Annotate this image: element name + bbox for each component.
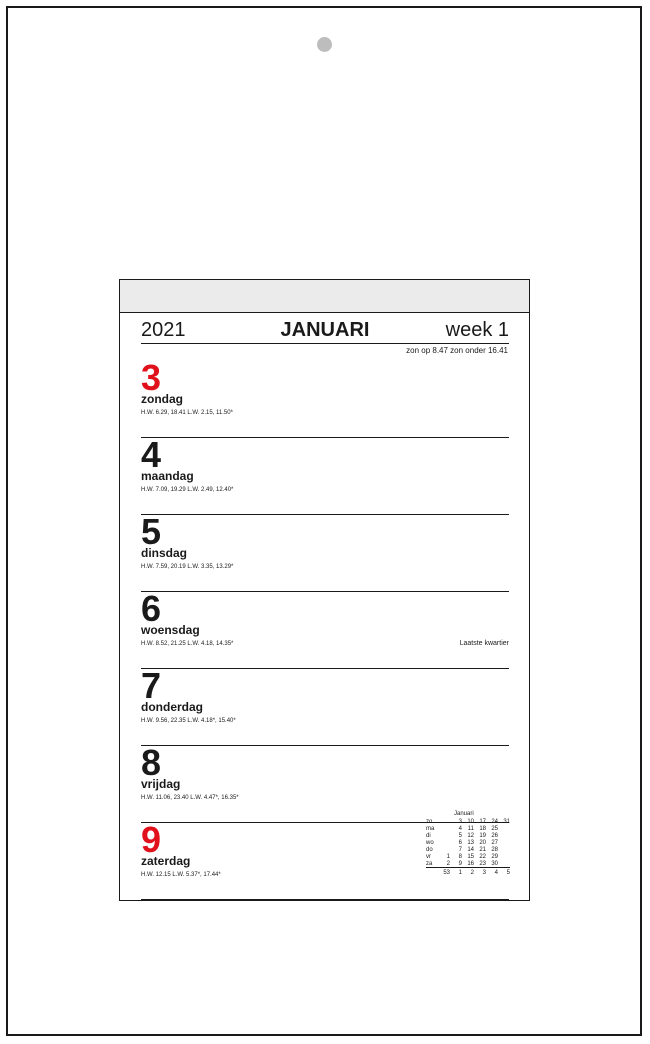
mini-calendar-date: 24 [491, 819, 498, 825]
tide-times: H.W. 11.06, 23.40 L.W. 4.47*, 16.35* [141, 795, 239, 801]
mini-calendar-date: 1 [446, 854, 450, 860]
week-number: 5 [506, 870, 510, 876]
calendar-header [141, 319, 509, 344]
mini-month-calendar [426, 810, 510, 880]
mini-calendar-date: 26 [491, 833, 498, 839]
mini-calendar-date: 2 [446, 861, 450, 867]
mini-calendar-date: 15 [467, 854, 474, 860]
moon-phase-note: Laatste kwartier [459, 640, 509, 647]
month-label: JANUARI [280, 319, 370, 341]
mini-calendar-date: 30 [491, 861, 498, 867]
week-number: 1 [458, 870, 462, 876]
weekday-label: wo [426, 840, 434, 846]
weekday-label: zo [426, 819, 433, 825]
day-name: zaterdag [141, 854, 191, 868]
tide-times: H.W. 8.52, 21.25 L.W. 4.18, 14.35* [141, 641, 234, 647]
week-number: 3 [482, 870, 486, 876]
mini-calendar-date: 7 [458, 847, 462, 853]
mini-calendar-date: 22 [479, 854, 486, 860]
mini-calendar-date: 14 [467, 847, 474, 853]
mini-calendar-date: 31 [503, 819, 510, 825]
day-number: 6 [141, 588, 162, 629]
mini-calendar-date: 17 [479, 819, 486, 825]
day-number: 7 [141, 665, 162, 706]
day-number: 4 [141, 434, 162, 475]
mini-calendar-title: Januari [454, 811, 474, 817]
tear-off-calendar-pad [119, 279, 530, 901]
day-name: vrijdag [141, 777, 181, 791]
week-numbers-row [426, 867, 510, 876]
mini-calendar-date: 9 [458, 861, 462, 867]
mini-calendar-date: 4 [458, 826, 462, 832]
day-name: maandag [141, 469, 194, 483]
binding-strip [120, 280, 529, 313]
mini-calendar-date: 6 [458, 840, 462, 846]
day-name: donderdag [141, 700, 203, 714]
mini-calendar-date: 16 [467, 861, 474, 867]
weekday-label: ma [426, 826, 435, 832]
mini-calendar-date: 18 [479, 826, 486, 832]
week-number: 2 [470, 870, 474, 876]
sun-times: zon op 8.47 zon onder 16.41 [406, 346, 508, 355]
week-label: week 1 [445, 319, 509, 341]
weekday-label: di [426, 833, 431, 839]
mini-calendar-date: 23 [479, 861, 486, 867]
mini-calendar-date: 5 [458, 833, 462, 839]
weekday-label: vr [426, 854, 431, 860]
day-name: dinsdag [141, 546, 188, 560]
day-number: 3 [141, 357, 162, 398]
day-row [141, 588, 509, 669]
mini-calendar-date: 3 [458, 819, 462, 825]
day-name: zondag [141, 392, 183, 406]
day-row [141, 511, 509, 592]
mini-calendar-date: 27 [491, 840, 498, 846]
mini-calendar-date: 28 [491, 847, 498, 853]
mini-calendar-date: 10 [467, 819, 474, 825]
day-number: 9 [141, 819, 162, 860]
mini-calendar-date: 25 [491, 826, 498, 832]
tide-times: H.W. 7.59, 20.19 L.W. 3.35, 13.29* [141, 564, 234, 570]
day-row [141, 434, 509, 515]
mini-calendar-date: 21 [479, 847, 486, 853]
day-number: 5 [141, 511, 162, 552]
day-row [141, 665, 509, 746]
mini-calendar-date: 19 [479, 833, 486, 839]
mini-calendar-date: 11 [467, 826, 474, 832]
mini-calendar-date: 29 [491, 854, 498, 860]
day-number: 8 [141, 742, 162, 783]
week-number: 53 [443, 870, 450, 876]
day-row [141, 357, 509, 438]
tide-times: H.W. 7.09, 19.29 L.W. 2.49, 12.40* [141, 487, 234, 493]
weekday-label: za [426, 861, 433, 867]
mini-calendar-date: 13 [467, 840, 474, 846]
mini-calendar-date: 20 [479, 840, 486, 846]
mini-calendar-date: 12 [467, 833, 474, 839]
weekday-label: do [426, 847, 433, 853]
mini-calendar-date: 8 [458, 854, 462, 860]
hanging-hole [317, 37, 332, 52]
tide-times: H.W. 6.29, 18.41 L.W. 2.15, 11.50* [141, 410, 233, 416]
tide-times: H.W. 12.15 L.W. 5.37*, 17.44* [141, 872, 221, 878]
week-number: 4 [494, 870, 498, 876]
day-name: woensdag [141, 623, 200, 637]
tide-times: H.W. 9.56, 22.35 L.W. 4.18*, 15.40* [141, 718, 236, 724]
year-label: 2021 [141, 319, 186, 341]
